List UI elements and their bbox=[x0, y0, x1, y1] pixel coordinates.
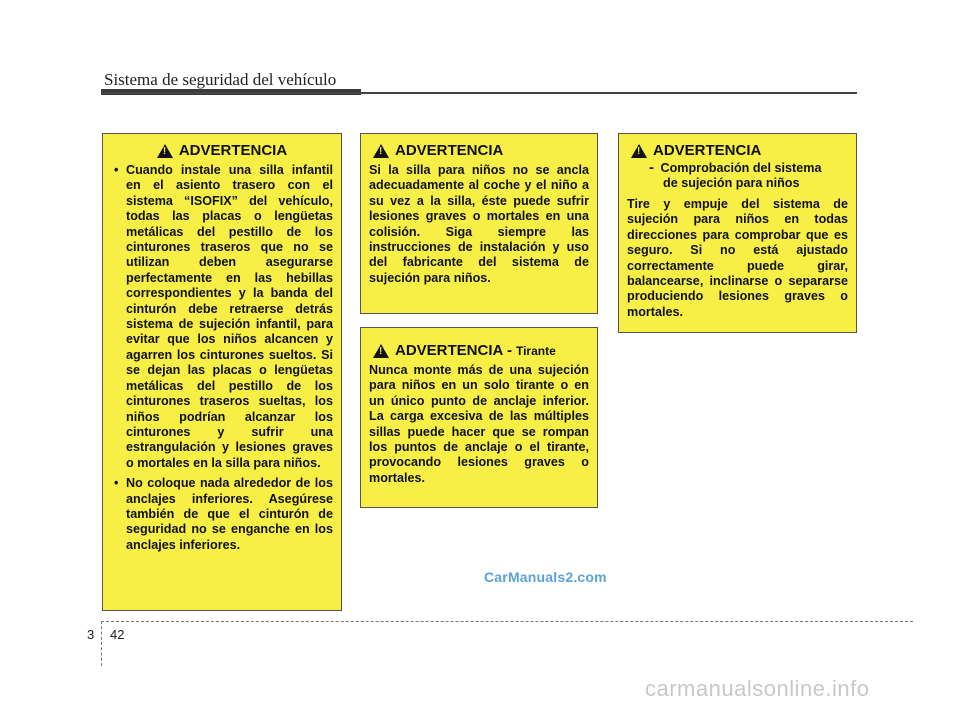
warning-heading-text: ADVERTENCIA bbox=[178, 142, 288, 159]
warning-triangle-icon bbox=[157, 144, 173, 158]
warning-triangle-icon bbox=[373, 344, 389, 358]
warning-heading bbox=[369, 142, 589, 159]
warning-body: Tire y empuje del sistema de sujeción para niños en todas direcciones para comprobar que es seguro. Si no está ajustado correctamente puede girar, balancearse, inclinarse o separarse produciendo lesiones graves o mortales. bbox=[627, 197, 848, 319]
warning-heading-text: ADVERTENCIA - bbox=[395, 342, 512, 359]
footer-vertical-rule bbox=[101, 621, 102, 666]
warning-box-tether bbox=[360, 327, 598, 508]
page-chapter: 3 bbox=[87, 627, 95, 642]
warning-heading bbox=[111, 142, 333, 159]
warning-heading bbox=[369, 342, 589, 359]
header-rule bbox=[101, 92, 857, 94]
warning-box-isofix bbox=[102, 133, 342, 611]
warning-list bbox=[111, 163, 333, 553]
list-item: • No coloque nada alrededor de los anclajes inferiores. Asegúrese también de que el cinturón de seguridad no se enganche en los anclajes inferiores. bbox=[111, 476, 333, 553]
page-number: 42 bbox=[110, 627, 125, 642]
warning-triangle-icon bbox=[373, 144, 389, 158]
warning-subtitle bbox=[627, 160, 848, 191]
footer-rule bbox=[101, 621, 913, 622]
warning-triangle-icon bbox=[631, 144, 647, 158]
warning-body: Nunca monte más de una sujeción para niños en un solo tirante o en un único punto de anclaje inferior. La carga excesiva de las múltiples sillas puede hacer que se rompan los puntos de anclaje o el tirante, provocando lesiones graves o mortales. bbox=[369, 363, 589, 485]
warning-heading-suffix: Tirante bbox=[515, 343, 556, 358]
page-header-title: Sistema de seguridad del vehículo bbox=[104, 70, 337, 89]
watermark-carmanualsonline: carmanualsonline.info bbox=[645, 676, 870, 701]
list-item: • Cuando instale una silla infantil en el asiento trasero con el sistema “ISOFIX” del vehículo, todas las placas o lengüetas metálicas del pestillo de los cinturones traseros que no se utilizan deben asegurarse perfectamente en las hebillas correspondientes y la banda del cinturón debe retraerse detrás sistema de sujeción infantil, para evitar que los niños alcancen y agarren los cinturones sueltos. Si se dejan las placas o lengüetas metálicas del pestillo de los cinturones traseros sueltas, los niños podrían alcanzar los cinturones y sufrir una estrangulación y lesiones graves o mortales en la silla para niños. bbox=[111, 163, 333, 471]
warning-body: Si la silla para niños no se ancla adecuadamente al coche y el niño a su vez a la silla, éste puede sufrir lesiones graves o mortales en una colisión. Siga siempre las instrucciones de instalación y uso del fabricante del sistema de sujeción para niños. bbox=[369, 163, 589, 285]
subtitle-line-1: Comprobación del sistema bbox=[660, 161, 822, 175]
warning-heading-text: ADVERTENCIA bbox=[395, 142, 504, 159]
warning-heading-text: ADVERTENCIA bbox=[653, 142, 762, 159]
warning-box-check bbox=[618, 133, 857, 333]
watermark-carmanuals2: CarManuals2.com bbox=[484, 569, 607, 585]
subtitle-line-2: de sujeción para niños bbox=[663, 176, 800, 190]
subtitle-dash: - bbox=[649, 159, 654, 176]
warning-heading bbox=[627, 142, 848, 159]
warning-box-instructions bbox=[360, 133, 598, 314]
